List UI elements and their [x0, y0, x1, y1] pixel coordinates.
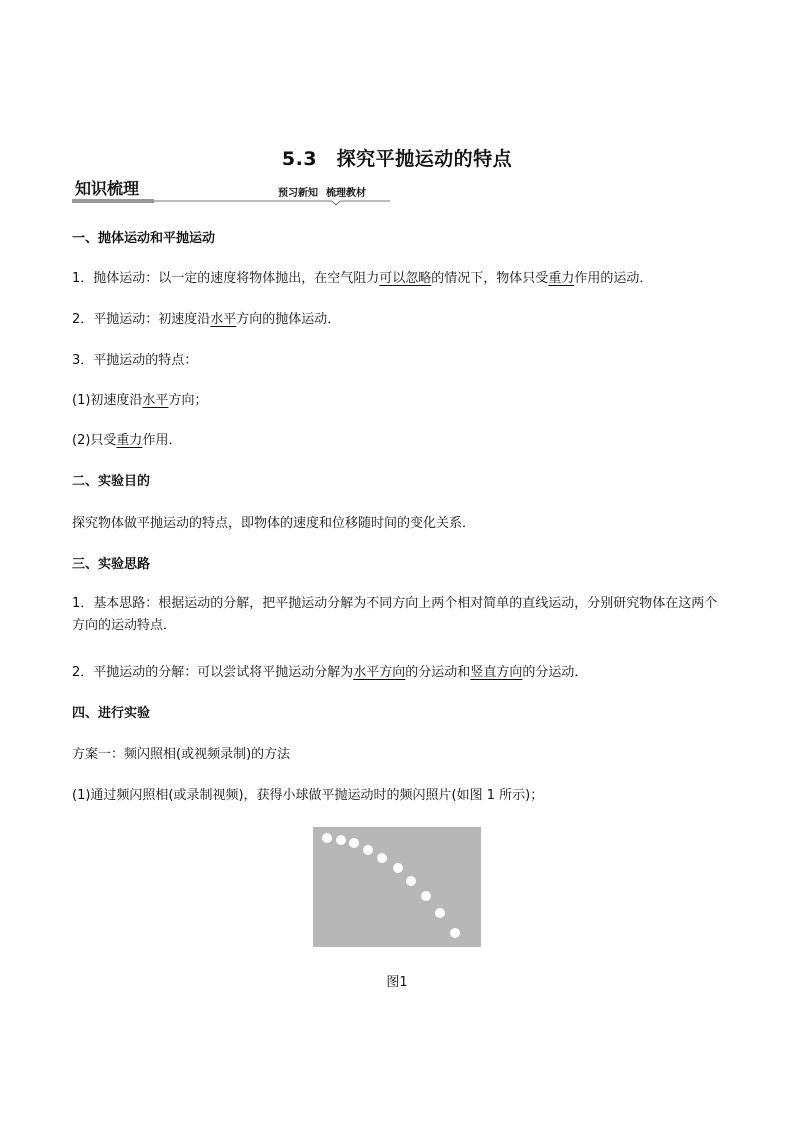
text-run: (2)只受: [72, 433, 117, 448]
text-run: 的分运动．: [522, 665, 588, 680]
ball: [363, 845, 373, 855]
banner-subtitle-left: 预习新知: [278, 188, 318, 199]
ball: [349, 838, 359, 848]
underlined-answer: 水平方向: [353, 665, 406, 680]
banner-subtitle-right: 梳理教材: [326, 188, 366, 199]
ball: [421, 891, 431, 901]
paragraph-basic-idea: 1．基本思路：根据运动的分解，把平抛运动分解为不同方向上两个相对简单的直线运动，分别研究物体在这两个方向的运动特点．: [72, 596, 718, 633]
banner-subtitle: [278, 184, 366, 199]
text-run: 作用．: [142, 433, 182, 448]
ball: [406, 876, 416, 886]
section-heading-3: 三、实验思路: [72, 557, 151, 572]
strobe-photo-figure: [313, 827, 481, 947]
paragraph-step-1: (1)通过频闪照相(或录制视频)，获得小球做平抛运动时的频闪照片(如图 1 所示)；: [72, 788, 544, 803]
underlined-answer: 重力: [548, 271, 575, 286]
ball: [393, 863, 403, 873]
paragraph-purpose: 探究物体做平抛运动的特点，即物体的速度和位移随时间的变化关系．: [72, 516, 476, 531]
underlined-answer: 重力: [116, 433, 143, 448]
paragraph-projectile-definition: [72, 269, 652, 289]
ball: [377, 853, 387, 863]
text-run: (1)初速度沿: [72, 393, 143, 408]
section-heading-2: 二、实验目的: [72, 474, 151, 489]
text-run: 的分运动和: [405, 665, 471, 680]
paragraph-feature-2: [72, 431, 181, 451]
text-run: 2．平抛运动的分解：可以尝试将平抛运动分解为: [72, 665, 354, 680]
paragraph-method-1: 方案一：频闪照相(或视频录制)的方法: [72, 747, 291, 762]
text-run: 方向；: [168, 393, 208, 408]
section-banner: [72, 174, 392, 208]
ball: [450, 928, 460, 938]
paragraph-horizontal-projectile: [72, 310, 340, 330]
banner-title: 知识梳理: [75, 179, 140, 198]
paragraph-decomposition: [72, 663, 587, 683]
banner-underline: [72, 198, 392, 208]
section-heading-1: 一、抛体运动和平抛运动: [72, 231, 216, 246]
section-heading-4: 四、进行实验: [72, 706, 151, 721]
page-title: 5.3 探究平抛运动的特点: [281, 148, 513, 170]
ball: [435, 908, 445, 918]
text-run: 的情况下，物体只受: [431, 271, 549, 286]
underlined-answer: 水平: [142, 393, 169, 408]
text-run: 1．抛体运动：以一定的速度将物体抛出，在空气阻力: [72, 271, 380, 286]
ball: [336, 835, 346, 845]
paragraph-feature-1: [72, 391, 207, 411]
text-run: 方向的抛体运动．: [236, 312, 341, 327]
ball: [322, 833, 332, 843]
paragraph-features: 3．平抛运动的特点：: [72, 353, 198, 368]
text-run: 2．平抛运动：初速度沿: [72, 312, 211, 327]
text-run: 作用的运动．: [574, 271, 653, 286]
figure-caption: 图1: [386, 975, 408, 990]
underlined-answer: 竖直方向: [470, 665, 523, 680]
underlined-answer: 水平: [210, 312, 237, 327]
underlined-answer: 可以忽略: [379, 271, 432, 286]
